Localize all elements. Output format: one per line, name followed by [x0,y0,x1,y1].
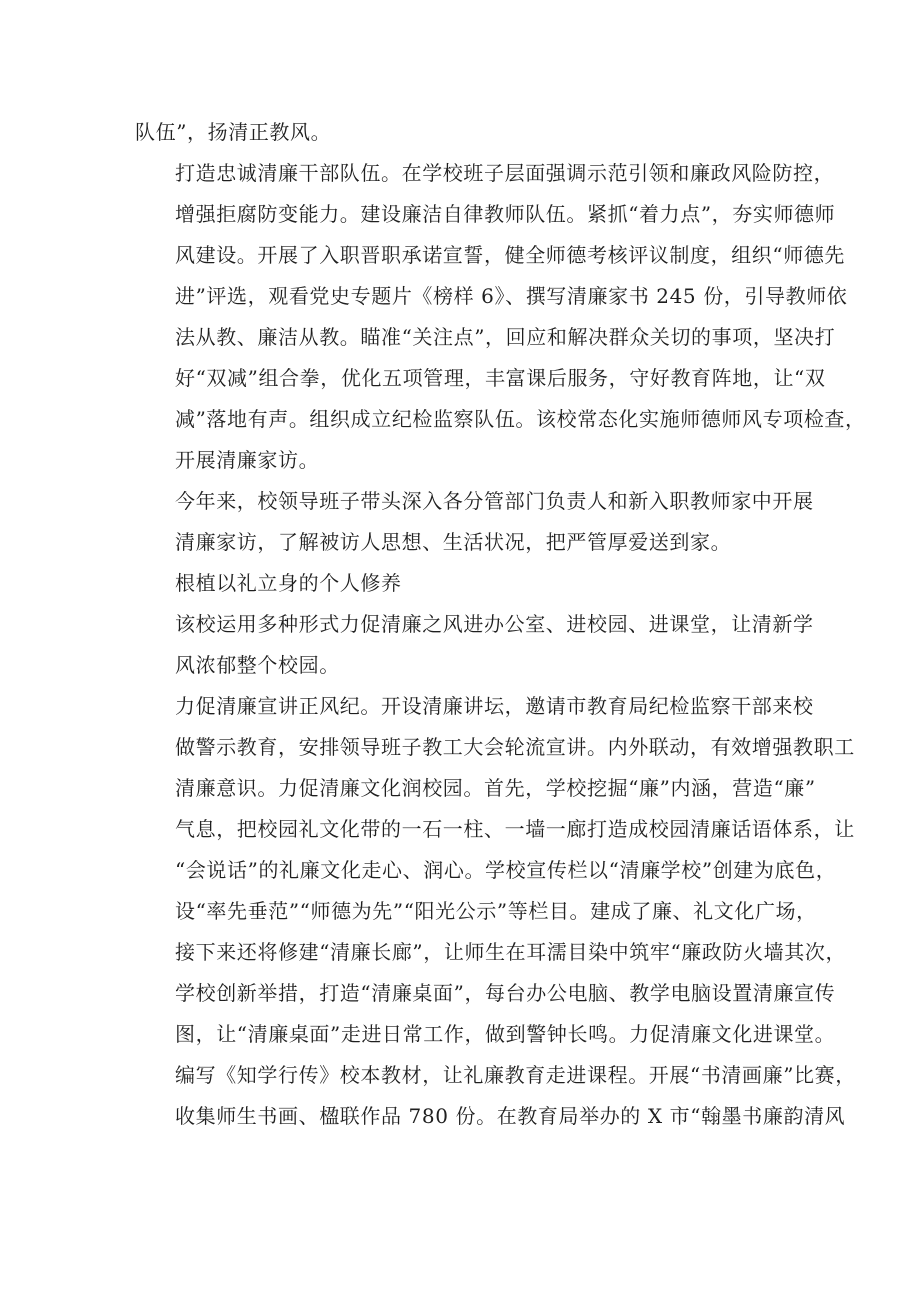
paragraph [135,153,866,481]
text-line: 清廉意识。力促清廉文化润校园。首先，学校挖掘“廉”内涵，营造“廉” [175,776,816,800]
text-line: 做警示教育，安排领导班子教工大会轮流宣讲。内外联动，有效增强教职工 [175,735,855,759]
text-line: 编写《知学行传》校本教材，让礼廉教育走进课程。开展“书清画廉”比赛， [175,1063,856,1087]
text-line: 打造忠诚清廉干部队伍。在学校班子层面强调示范引领和廉政风险防控， [175,161,835,185]
paragraph [135,112,795,153]
text-line: 开展清廉家访。 [175,448,320,472]
text-line: 风建设。开展了入职晋职承诺宣誓，健全师德考核评议制度，组织“师德先 [175,243,846,267]
text-line: 风浓郁整个校园。 [175,653,340,677]
text-line: 好“双减”组合拳，优化五项管理，丰富课后服务，守好教育阵地，让“双 [175,366,826,390]
paragraph [135,604,814,686]
text-line: 气息，把校园礼文化带的一石一柱、一墙一廊打造成校园清廉话语体系，让 [175,817,855,841]
text-line: 学校创新举措，打造“清廉桌面”，每台办公电脑、教学电脑设置清廉宣传 [175,981,836,1005]
text-line: 进”评选，观看党史专题片《榜样 6》、撰写清廉家书 245 份，引导教师依 [175,284,848,308]
text-line: 根植以礼立身的个人修养 [175,571,402,595]
paragraph [135,686,856,1137]
text-line: 增强拒腐防变能力。建设廉洁自律教师队伍。紧抓“着力点”，夯实师德师 [175,202,836,226]
text-line: 力促清廉宣讲正风纪。开设清廉讲坛，邀请市教育局纪检监察干部来校 [175,694,814,718]
text-line: 接下来还将修建“清廉长廊”，让师生在耳濡目染中筑牢“廉政防火墙其次， [175,940,847,964]
text-line: 今年来，校领导班子带头深入各分管部门负责人和新入职教师家中开展 [175,489,814,513]
document-body [135,112,866,1137]
text-line: 法从教、廉洁从教。瞄准“关注点”，回应和解决群众关切的事项，坚决打 [175,325,836,349]
text-line: 收集师生书画、楹联作品 780 份。在教育局举办的 X 市“翰墨书廉韵清风 [175,1104,846,1128]
text-line: 减”落地有声。组织成立纪检监察队伍。该校常态化实施师德师风专项检查， [175,407,866,431]
text-line: 清廉家访，了解被访人思想、生活状况，把严管厚爱送到家。 [175,530,732,554]
paragraph [135,563,795,604]
paragraph [135,481,814,563]
text-line: 图，让“清廉桌面”走进日常工作，做到警钟长鸣。力促清廉文化进课堂。 [175,1022,836,1046]
text-line: “会说话”的礼廉文化走心、润心。学校宣传栏以“清廉学校”创建为底色， [175,858,837,882]
text-line: 该校运用多种形式力促清廉之风进办公室、进校园、进课堂，让清新学 [175,612,814,636]
text-line: 设“率先垂范”“师德为先”“阳光公示”等栏目。建成了廉、礼文化广场， [175,899,817,923]
text-line: 队伍”，扬清正教风。 [135,120,332,144]
